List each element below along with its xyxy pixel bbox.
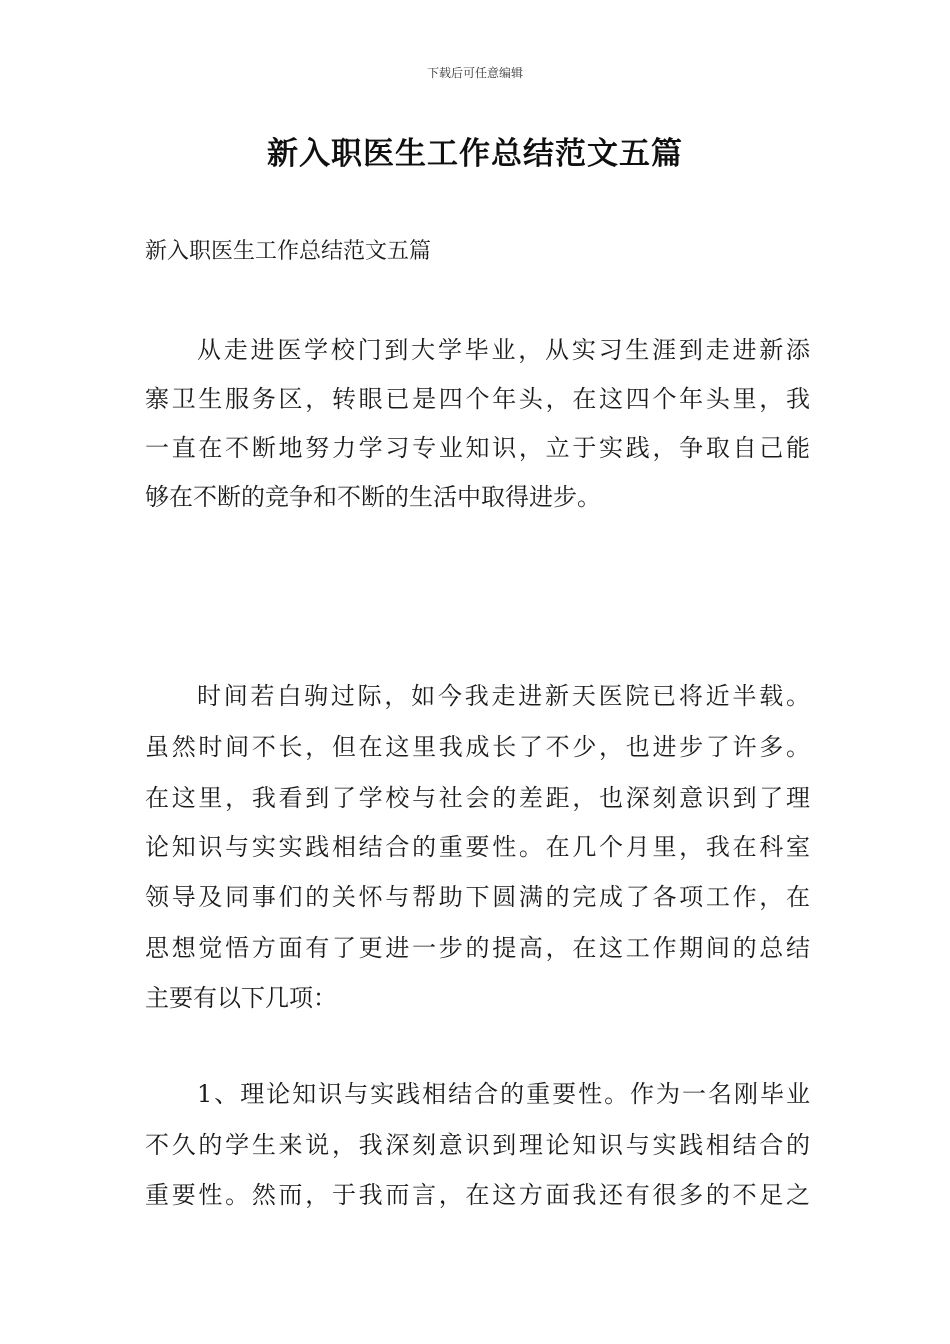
paragraph-line: 从走进医学校门到大学毕业，从实习生涯到走进新添	[197, 336, 810, 364]
paragraph-line: 一直在不断地努力学习专业知识，立于实践，争取自己能	[145, 434, 810, 462]
paragraph-line: 主要有以下几项：	[145, 984, 337, 1012]
paragraph-line: 1、理论知识与实践相结合的重要性。作为一名刚毕业	[197, 1080, 810, 1108]
paragraph-line: 虽然时间不长，但在这里我成长了不少，也进步了许多。	[145, 733, 810, 761]
paragraph-line: 思想觉悟方面有了更进一步的提高，在这工作期间的总结	[145, 934, 810, 962]
document-subtitle: 新入职医生工作总结范文五篇	[145, 239, 432, 264]
paragraph-line: 不久的学生来说，我深刻意识到理论知识与实践相结合的	[145, 1131, 810, 1159]
paragraph-line: 时间若白驹过际，如今我走进新天医院已将近半载。	[197, 682, 810, 710]
paragraph-line: 在这里，我看到了学校与社会的差距，也深刻意识到了理	[145, 784, 810, 812]
paragraph-line: 论知识与实实践相结合的重要性。在几个月里，我在科室	[145, 833, 810, 861]
header-note: 下载后可任意编辑	[426, 66, 523, 80]
paragraph-line: 够在不断的竞争和不断的生活中取得进步。	[145, 483, 601, 511]
paragraph-line: 重要性。然而，于我而言，在这方面我还有很多的不足之	[145, 1181, 810, 1209]
paragraph-line: 寨卫生服务区，转眼已是四个年头，在这四个年头里，我	[145, 385, 810, 413]
document-title: 新入职医生工作总结范文五篇	[267, 136, 683, 172]
paragraph-line: 领导及同事们的关怀与帮助下圆满的完成了各项工作，在	[145, 883, 810, 911]
